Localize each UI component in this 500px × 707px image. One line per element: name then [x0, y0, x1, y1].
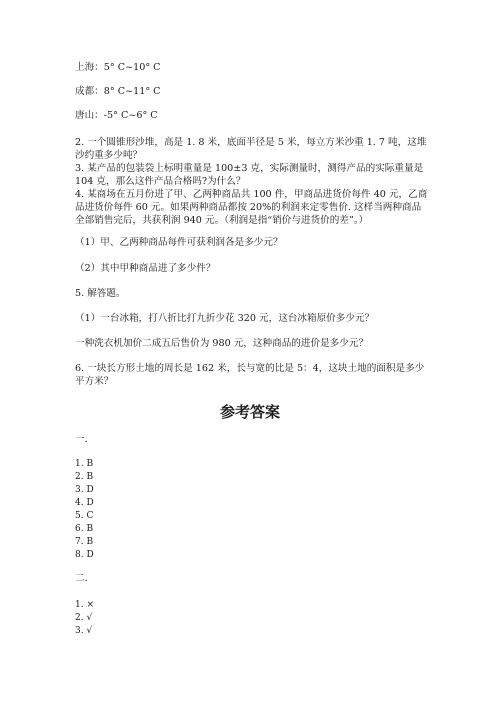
answer-item: 2. B [75, 472, 94, 482]
answer-item: 1. × [75, 600, 94, 610]
answer-item: 3. D [75, 485, 94, 495]
answer-item: 7. B [75, 537, 94, 547]
temperature-chengdu: 成都：8° C~11° C [75, 86, 161, 97]
question-3: 3. 某产品的包装袋上标明重量是 100±3 克，实际测量时，测得产品的实际重量是 104 克，那么这件产品合格吗?为什么？ [75, 163, 424, 187]
question-4-part-1: （1）甲、乙两种商品每件可获利润各是多少元？ [75, 237, 283, 248]
question-6: 6. 一块长方形土地的周长是 162 米，长与宽的比是 5：4，这块土地的面积是多少平方米？ [75, 363, 425, 387]
temperature-tangshan: 唐山：-5° C~6° C [75, 110, 158, 121]
section-2-heading: 二. [75, 573, 88, 584]
question-5: 5. 解答题。 [75, 288, 126, 299]
question-4: 4. 某商场在五月份进了甲、乙两种商品共 100 件，甲商品进货价每件 40 元，乙商品进货价每件 60 元。如果两种商品都按 20%的利润来定零售价. 这样当两种商品全部销售完后，共获利润 940 元。（利润是指“销价与进货价的差”。） [75, 189, 428, 226]
question-5-part-1: （1）一台冰箱，打八折比打九折少花 320 元，这台冰箱原价多少元？ [75, 313, 375, 324]
answer-item: 1. B [75, 459, 94, 469]
question-5-part-2: 一种洗衣机加价二成五后售价为 980 元，这种商品的进价是多少元？ [75, 338, 369, 349]
answer-item: 4. D [75, 498, 94, 508]
question-2: 2. 一个圆锥形沙堆，高是 1. 8 米，底面半径是 5 米，每立方米沙重 1. 7 吨，这堆沙约重多少吨？ [75, 137, 427, 161]
answer-item: 3. √ [75, 626, 93, 636]
answer-item: 6. B [75, 524, 94, 534]
answer-item: 2. √ [75, 613, 93, 623]
temperature-shanghai: 上海：5° C~10° C [75, 62, 161, 73]
answer-item: 5. C [75, 511, 94, 521]
answer-item: 8. D [75, 550, 94, 560]
question-4-part-2: （2）其中甲种商品进了多少件？ [75, 263, 216, 274]
section-1-heading: 一. [75, 434, 88, 445]
answer-title: 参考答案 [219, 403, 280, 421]
